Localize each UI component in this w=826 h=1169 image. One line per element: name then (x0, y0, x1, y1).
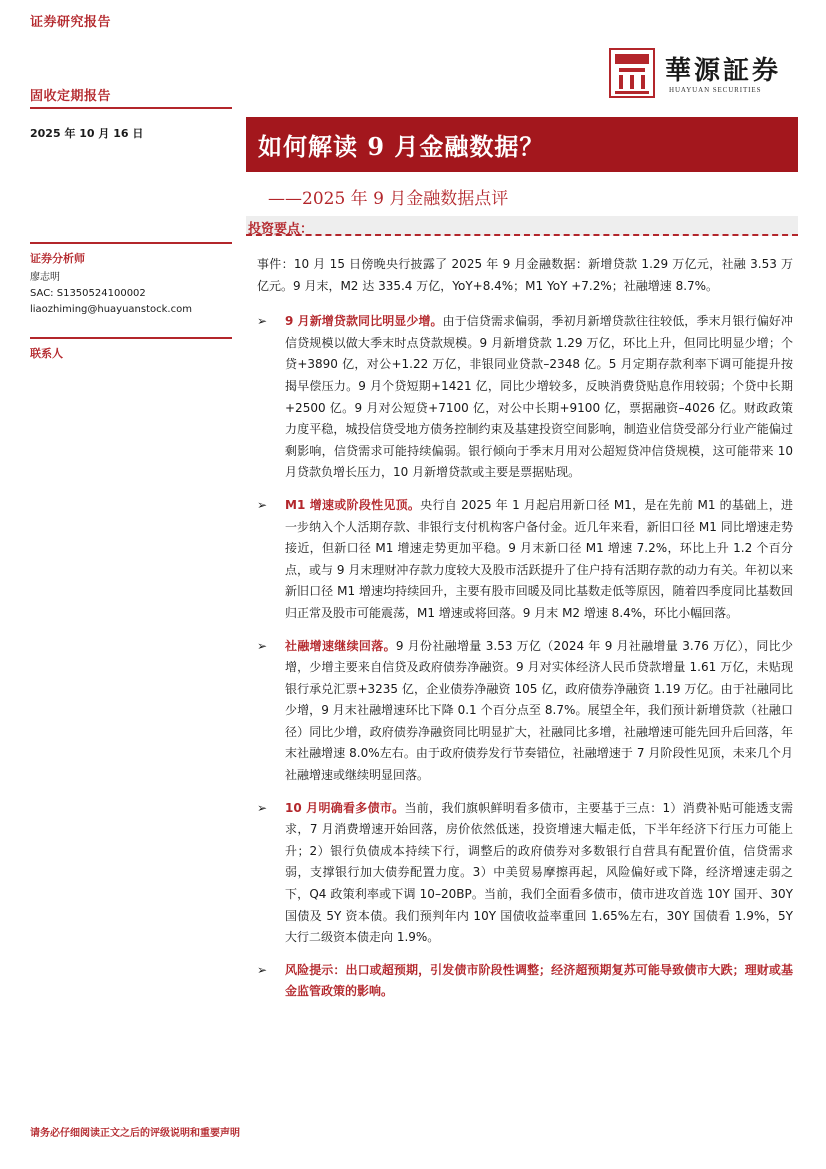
logo-seal-icon (609, 48, 655, 98)
page-title: 如何解读 9 月金融数据？ (258, 132, 545, 161)
bullet-text: 当前，我们旗帜鲜明看多债市，主要基于三点：1）消费补贴可能透支需求，7 月消费增速开始回落，房价依然低迷，投资增速大幅走低，下半年经济下行压力可能上升；2）银行负债成本持续下行，调整后的政府债券对多数银行自营具有配置价值，信贷需求弱，支撑银行加大债券配置力度。3）中美贸易摩擦再起，风险偏好或下降，经济增速走弱之下，Q4 政策利率或下调 10–20BP。当前，我们全面看多债市，债市进攻首选 10Y 国开、30Y 国债及 5Y 资本债。我们预判年内 10Y 国债收益率重回 1.65%左右，30Y 国债看 1.9%，5Y 大行二级资本债走向 1.9%。 (285, 800, 793, 945)
analyst-divider (30, 242, 232, 244)
title-banner (246, 117, 798, 172)
bullet-text: 9 月份社融增量 3.53 万亿（2024 年 9 月社融增量 3.76 万亿），同比少增，少增主要来自信贷及政府债券净融资。9 月对实体经济人民币贷款增量 1.61 万亿，未贴现银行承兑汇票+3235 亿，企业债券净融资 105 亿，政府债券净融资 1.19 万亿。由于社融同比少增，9 月末社融增速环比下降 0.1 个百分点至 8.7%。展望全年，我们预计新增贷款（社融口径）同比少增，政府债券净融资同比明显扩大，社融同比多增，社融增速可能先回升后回落，年末社融增速 8.0%左右。由于政府债券发行节奏错位，社融增速于 7 月阶段性见顶，未来几个月社融增速或继续明显回落。 (285, 638, 793, 783)
bullet-m1 (257, 495, 793, 625)
keypoints-label: 投资要点： (248, 222, 314, 237)
footer-disclaimer: 请务必仔细阅读正文之后的评级说明和重要声明 (30, 1128, 240, 1139)
left-divider (30, 107, 232, 109)
bullet-arrow-icon: ➢ (257, 497, 268, 512)
bullet-heading: 9 月新增贷款同比明显少增。 (285, 314, 443, 329)
bullet-risk (257, 960, 793, 1003)
event-paragraph: 事件：10 月 15 日傍晚央行披露了 2025 年 9 月金融数据：新增贷款 1.29 万亿元，社融 3.53 万亿元。9 月末，M2 达 335.4 万亿，YoY+8.4%；M1 YoY +7.2%；社融增速 8.7%。 (257, 257, 793, 293)
main-content (257, 254, 793, 1014)
keypoints-header (246, 216, 798, 236)
bullet-arrow-icon: ➢ (257, 314, 268, 329)
analyst-heading: 证券分析师 (30, 252, 85, 265)
logo-company-name-en: HUAYUAN SECURITIES (669, 86, 762, 94)
research-report-label: 证券研究报告 (30, 15, 112, 30)
bullet-heading: M1 增速或阶段性见顶。 (285, 497, 421, 512)
bullet-bond-view (257, 798, 793, 949)
bullet-text: 央行自 2025 年 1 月起启用新口径 M1，是在先前 M1 的基础上，进一步纳入个人活期存款、非银行支付机构客户备付金。近几年来看，新旧口径 M1 同比增速走势接近，但新口径 M1 增速走势更加平稳。9 月末新口径 M1 增速 7.2%，环比上升 1.2 个百分点，或与 9 月末理财冲存款力度较大及股市活跃提升了住户持有活期存款的动力有关。年初以来新旧口径 M1 增速均持续回升，主要有股市回暖及同比基数走低等原因，随着四季度同比基数回归正常及股市可能震荡，M1 增速或将回落。9 月末 M2 增速 8.4%，环比小幅回落。 (285, 497, 793, 620)
contact-heading: 联系人 (30, 347, 63, 360)
bullet-arrow-icon: ➢ (257, 962, 268, 977)
logo-company-name-cn: 華源証券 (665, 56, 782, 86)
analyst-name: 廖志明 (30, 272, 60, 283)
report-date: 2025 年 10 月 16 日 (30, 127, 144, 140)
analyst-sac: SAC: S1350524100002 (30, 288, 146, 299)
bullet-heading: 10 月明确看多债市。 (285, 800, 405, 815)
bullet-tsf (257, 636, 793, 787)
analyst-section (30, 242, 232, 318)
bullet-heading: 社融增速继续回落。 (285, 638, 396, 653)
contact-divider (30, 337, 232, 339)
company-logo (609, 48, 795, 100)
bullet-loans (257, 311, 793, 484)
bullet-arrow-icon: ➢ (257, 800, 268, 815)
bullet-arrow-icon: ➢ (257, 638, 268, 653)
report-type-label: 固收定期报告 (30, 89, 112, 104)
contact-section (30, 337, 232, 365)
analyst-email[interactable]: liaozhiming@huayuanstock.com (30, 304, 192, 315)
risk-warning: 风险提示：出口或超预期，引发债市阶段性调整；经济超预期复苏可能导致债市大跌；理财或基金监管政策的影响。 (285, 962, 793, 999)
page-subtitle: ——2025 年 9 月金融数据点评 (268, 189, 509, 209)
bullet-text: 由于信贷需求偏弱，季初月新增贷款往往较低，季末月银行偏好冲信贷规模以做大季末时点贷款规模。9 月新增贷款 1.29 万亿，环比上升，但同比明显少增；个贷+3890 亿，对公+1.22 万亿，非银同业贷款–2348 亿。5 月定期存款利率下调可能提升按揭早偿压力。9 月个贷短期+1421 亿，同比少增较多，反映消费贷贴息作用较弱；个贷中长期+2500 亿。9 月对公短贷+7100 亿，对公中长期+9100 亿，票据融资–4026 亿。财政政策力度平稳，城投信贷受地方债务控制约束及基建投资空间影响，制造业信贷受部分行业产能偏过剩影响，信贷需求可能持续偏弱。银行倾向于季末月用对公超短贷冲信贷规模，这可能带来 10 月贷款负增长压力，10 月新增贷款或主要是票据贴现。 (285, 314, 793, 480)
